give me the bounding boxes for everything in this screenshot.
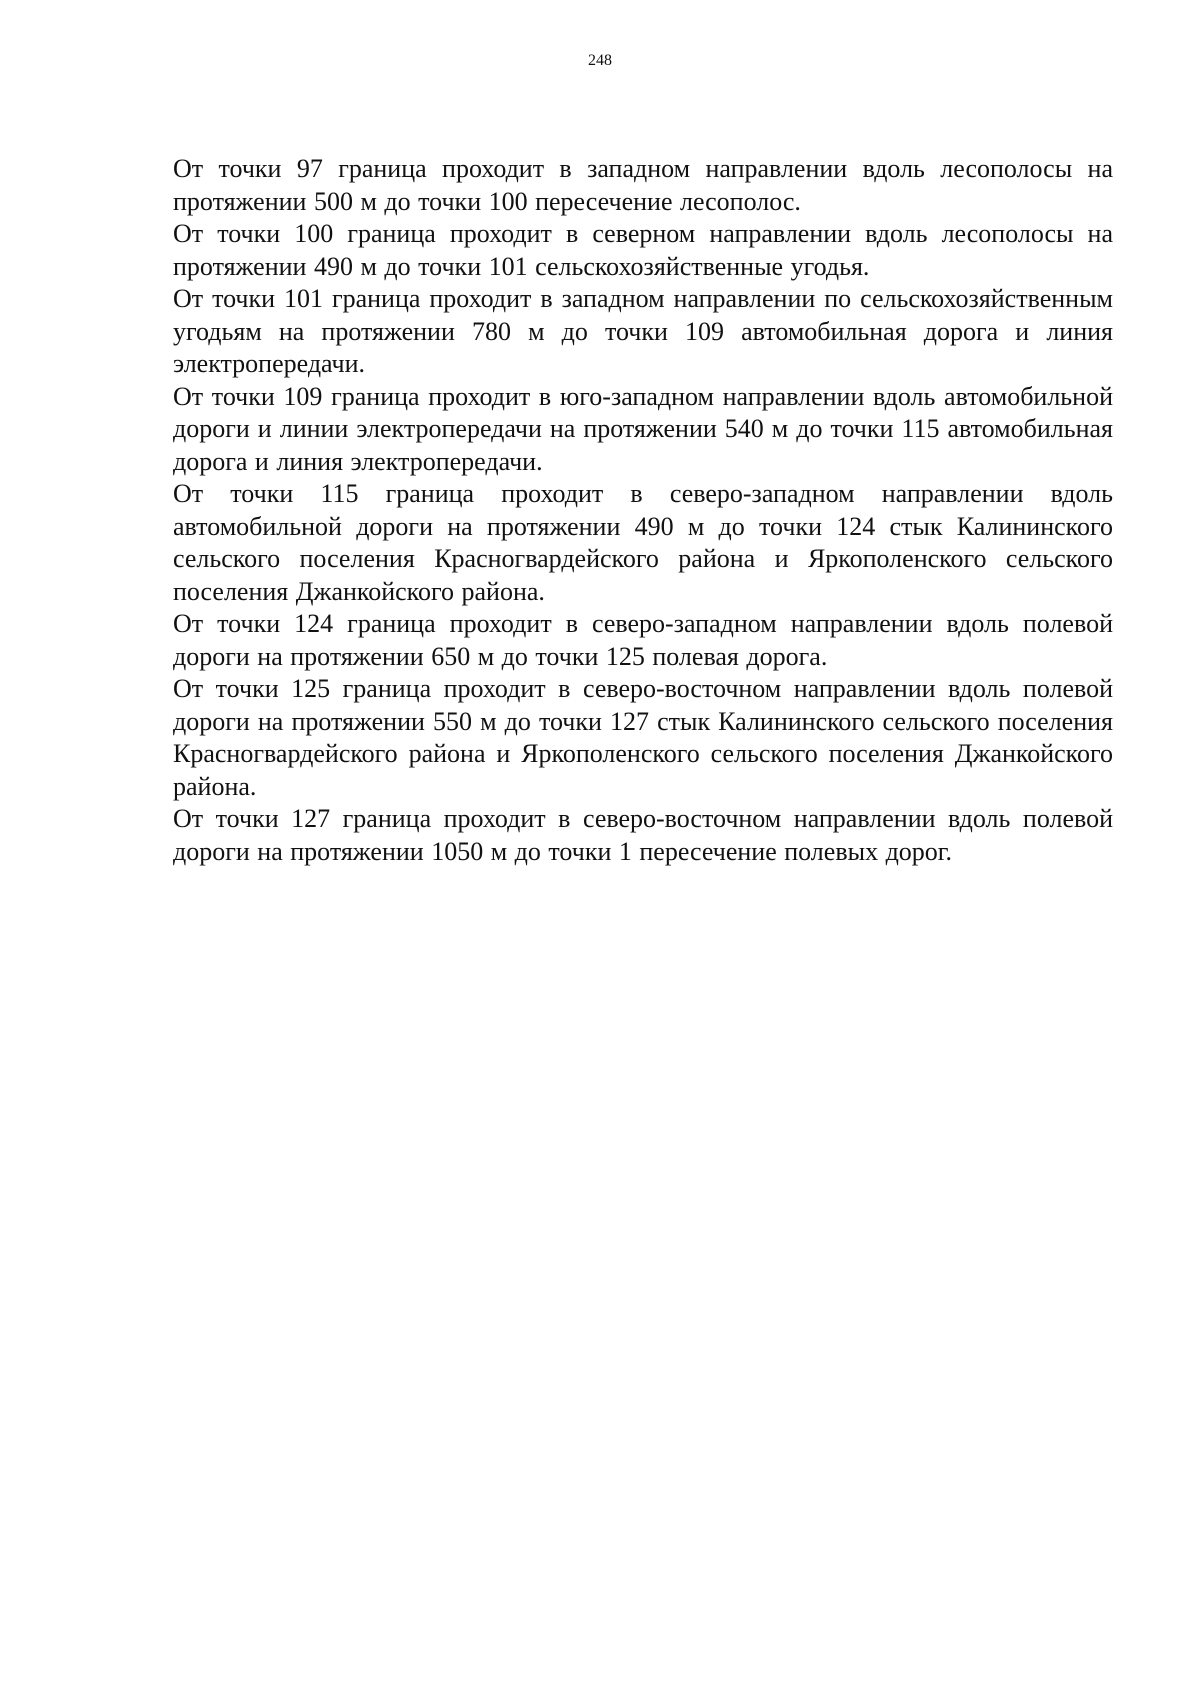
paragraph: От точки 100 граница проходит в северном направлении вдоль лесополосы на протяжении 490 м до точки 101 сельскохозяйственные угодья. <box>173 219 1113 281</box>
page-number: 248 <box>588 52 612 69</box>
paragraph: От точки 124 граница проходит в северо-западном направлении вдоль полевой дороги на протяжении 650 м до точки 125 полевая дорога. <box>173 609 1113 671</box>
paragraph: От точки 127 граница проходит в северо-восточном направлении вдоль полевой дороги на протяжении 1050 м до точки 1 пересечение полевых дорог. <box>173 804 1113 866</box>
paragraph: От точки 97 граница проходит в западном направлении вдоль лесополосы на протяжении 500 м до точки 100 пересечение лесополос. <box>173 154 1113 216</box>
document-body <box>173 153 1113 868</box>
paragraph: От точки 109 граница проходит в юго-западном направлении вдоль автомобильной дороги и линии электропередачи на протяжении 540 м до точки 115 автомобильная дорога и линия электропередачи. <box>173 381 1113 476</box>
paragraph: От точки 125 граница проходит в северо-восточном направлении вдоль полевой дороги на протяжении 550 м до точки 127 стык Калининского сельского поселения Красногвардейского района и Яркополенского сельского поселения Джанкойского района. <box>173 674 1113 801</box>
paragraph: От точки 115 граница проходит в северо-западном направлении вдоль автомобильной дороги на протяжении 490 м до точки 124 стык Калининского сельского поселения Красногвардейского района и Яркополенского сельского поселения Джанкойского района. <box>173 479 1113 606</box>
paragraph: От точки 101 граница проходит в западном направлении по сельскохозяйственным угодьям на протяжении 780 м до точки 109 автомобильная дорога и линия электропередачи. <box>173 284 1113 378</box>
